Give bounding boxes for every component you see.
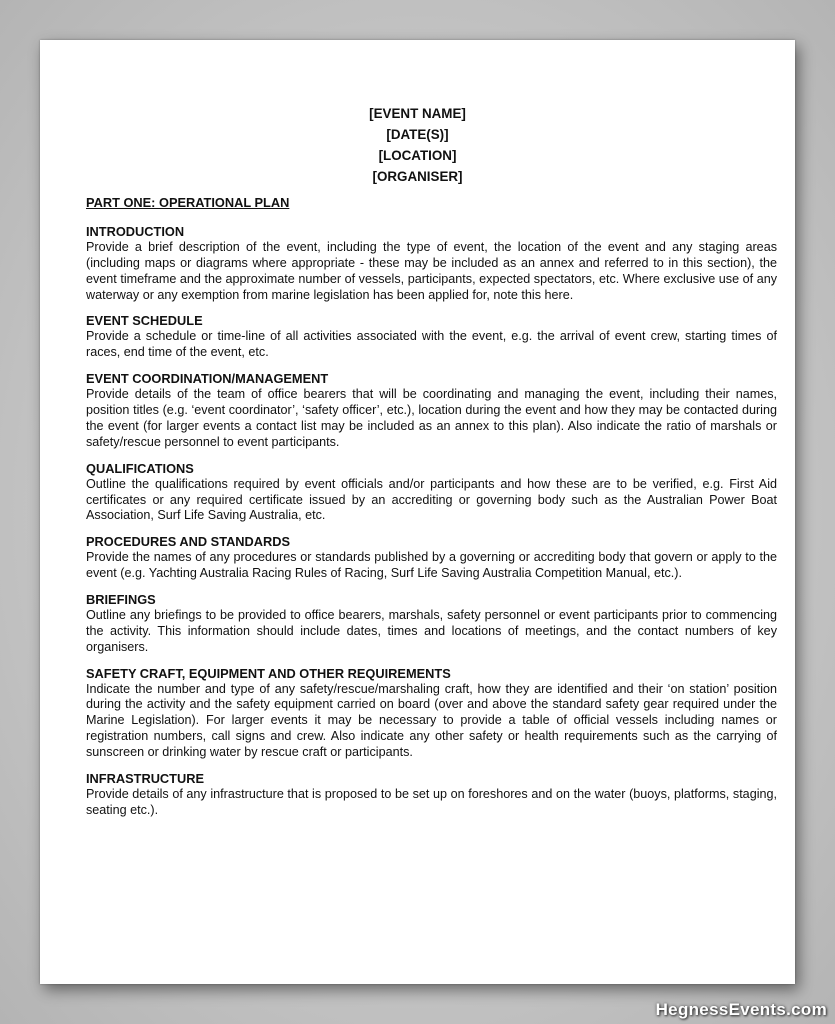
document-header [40,103,795,187]
watermark-text: HegnessEvents.com [655,1000,827,1019]
event-dates-title: [DATE(S)] [386,127,449,142]
section-introduction [86,224,777,304]
section-body: Outline the qualifications required by event officials and/or participants and how these are to be verified, e.g. First Aid certificates or any required certificate issued by an accrediting or governing body such as the Australian Power Boat Association, Surf Life Saving Australia, etc. [86,476,777,523]
section-heading: BRIEFINGS [86,592,156,608]
document-body [86,195,777,829]
section-infrastructure [86,771,777,819]
section-body: Provide a brief description of the event, including the type of event, the location of the event and any staging areas (including maps or diagrams where appropriate - these may be included as an annex and referred to in this section), the event timeframe and the approximate number of vessels, participants, expected spectators, etc. Where exclusive use of any waterway or any exemption from marine legislation has been applied for, note this here. [86,239,777,302]
event-organiser-title: [ORGANISER] [372,169,463,184]
section-body: Provide the names of any procedures or standards published by a governing or accrediting body that govern or apply to the event (e.g. Yachting Australia Racing Rules of Racing, Surf Life Saving Australia Competition Manual, etc.). [86,550,777,581]
section-event-coordination [86,371,777,451]
section-event-schedule [86,313,777,361]
section-qualifications [86,461,777,525]
section-heading: QUALIFICATIONS [86,460,194,476]
section-heading: EVENT COORDINATION/MANAGEMENT [86,371,329,387]
section-heading: INTRODUCTION [86,223,185,239]
section-procedures-standards [86,534,777,582]
section-heading: SAFETY CRAFT, EQUIPMENT AND OTHER REQUIREMENTS [86,665,451,681]
section-body: Provide details of any infrastructure that is proposed to be set up on foreshores and on the water (buoys, platforms, staging, seating etc.). [86,787,777,817]
section-body: Indicate the number and type of any safety/rescue/marshaling craft, how they are identified and their ‘on station’ position during the activity and the safety equipment carried on board (over and above the standard safety gear required under the Marine Legislation). For larger events it may be necessary to provide a table of official vessels including names or registration numbers, call signs and crew. Also indicate any other safety or health requirements such as the carrying of sunscreen or drinking water by rescue craft or participants. [86,681,777,760]
section-safety-craft [86,666,777,761]
section-body: Outline any briefings to be provided to office bearers, marshals, safety personnel or event participants prior to commencing the activity. This information should include dates, times and locations of meetings, and the contact numbers of key organisers. [86,607,777,654]
section-body: Provide a schedule or time-line of all activities associated with the event, e.g. the arrival of event crew, starting times of races, end time of the event, etc. [86,329,777,360]
section-body: Provide details of the team of office bearers that will be coordinating and managing the event, including their names, position titles (e.g. ‘event coordinator’, ‘safety officer’, etc.), location during the event and how they may be contacted during the event (for larger events a contact list may be included as an annex to this plan). Also indicate the ratio of marshals or safety/rescue personnel to event participants. [86,387,777,449]
part-title: PART ONE: OPERATIONAL PLAN [86,195,290,210]
event-name-title: [EVENT NAME] [369,106,466,121]
section-heading: PROCEDURES AND STANDARDS [86,534,291,550]
section-briefings [86,592,777,656]
document-page [40,40,795,984]
section-heading: INFRASTRUCTURE [86,771,205,787]
event-location-title: [LOCATION] [378,148,457,163]
section-heading: EVENT SCHEDULE [86,313,203,329]
